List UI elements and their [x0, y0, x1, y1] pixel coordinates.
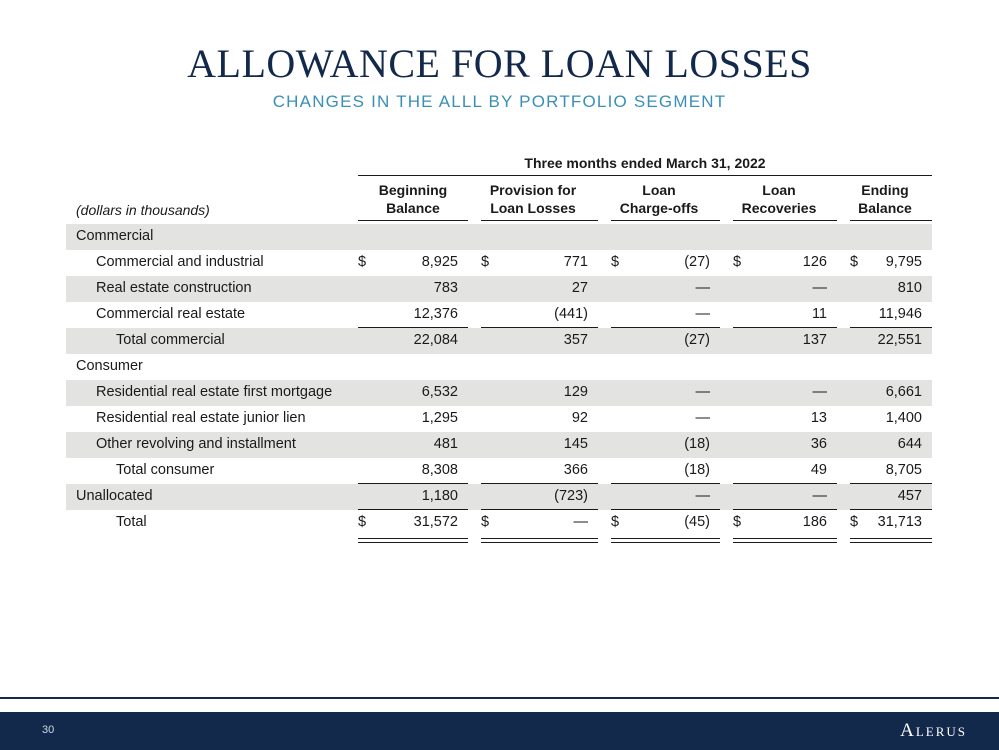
table-cell: 186: [802, 514, 827, 530]
column-header-line: Loan: [642, 182, 676, 198]
total-double-underline: [850, 542, 932, 543]
table-cell: (45): [684, 514, 710, 530]
table-cell: 8,308: [421, 462, 458, 478]
row-label: Real estate construction: [96, 280, 252, 296]
table-cell: (27): [684, 254, 710, 270]
table-cell: 126: [802, 254, 827, 270]
table-cell: —: [812, 488, 827, 504]
table-cell: 457: [897, 488, 922, 504]
total-double-underline: [358, 542, 468, 543]
row-label: Other revolving and installment: [96, 436, 296, 452]
currency-symbol: $: [481, 514, 490, 530]
column-header-line: Recoveries: [741, 200, 817, 216]
row-label: Commercial and industrial: [96, 254, 264, 270]
currency-symbol: $: [733, 254, 742, 270]
table-row: [66, 484, 932, 510]
table-row: [66, 354, 932, 380]
table-cell: —: [695, 410, 710, 426]
column-header-underline: [850, 220, 932, 221]
currency-symbol: $: [611, 514, 620, 530]
currency-symbol: $: [358, 254, 367, 270]
table-cell: (27): [684, 332, 710, 348]
table-cell: 11: [811, 306, 827, 322]
column-header-line: Charge-offs: [619, 200, 699, 216]
table-cell: 36: [810, 436, 827, 452]
column-header-2: [604, 181, 714, 217]
total-double-underline: [358, 538, 468, 539]
row-label: Residential real estate first mortgage: [96, 384, 333, 400]
page-number: 30: [42, 724, 55, 736]
column-header-underline: [733, 220, 837, 221]
table-cell: —: [812, 280, 827, 296]
period-header: Three months ended March 31, 2022: [358, 155, 932, 176]
table-cell: 12,376: [413, 306, 458, 322]
table-row: [66, 458, 932, 484]
table-row: [66, 276, 932, 302]
table-cell: 8,705: [885, 462, 922, 478]
table-row: [66, 224, 932, 250]
currency-symbol: $: [733, 514, 742, 530]
table-cell: 6,661: [885, 384, 922, 400]
column-header-3: [724, 181, 834, 217]
table-row: [66, 432, 932, 458]
column-header-line: Loan Losses: [490, 200, 576, 216]
column-header-1: [473, 181, 593, 217]
table-row: [66, 328, 932, 354]
table-cell: 810: [897, 280, 922, 296]
table-row: [66, 510, 932, 536]
table-cell: 92: [571, 410, 588, 426]
column-header-line: Balance: [858, 200, 912, 216]
row-label: Total consumer: [116, 462, 215, 478]
table-cell: 31,713: [877, 514, 922, 530]
column-header-0: [358, 181, 468, 217]
column-header-line: Balance: [386, 200, 440, 216]
row-label: Unallocated: [76, 488, 153, 504]
table-cell: 13: [810, 410, 827, 426]
table-cell: 9,795: [885, 254, 922, 270]
row-label: Residential real estate junior lien: [96, 410, 306, 426]
page-title: ALLOWANCE FOR LOAN LOSSES: [187, 41, 812, 86]
table-cell: (441): [554, 306, 588, 322]
table-cell: 1,295: [421, 410, 458, 426]
table-cell: 1,180: [421, 488, 458, 504]
table-row: [66, 380, 932, 406]
table-row: [66, 250, 932, 276]
alerus-logo: Alerus: [900, 720, 967, 741]
column-header-line: Loan: [762, 182, 796, 198]
table-cell: (18): [684, 462, 710, 478]
table-row: [66, 406, 932, 432]
table-cell: —: [695, 488, 710, 504]
total-double-underline: [850, 538, 932, 539]
table-cell: 644: [897, 436, 922, 452]
table-cell: 11,946: [878, 306, 922, 322]
table-cell: —: [695, 306, 710, 322]
table-cell: 1,400: [885, 410, 922, 426]
currency-symbol: $: [358, 514, 367, 530]
footer-divider: [0, 697, 999, 699]
table-cell: (18): [684, 436, 710, 452]
currency-symbol: $: [481, 254, 490, 270]
row-label: Consumer: [76, 358, 143, 374]
table-cell: 137: [802, 332, 827, 348]
total-double-underline: [733, 538, 837, 539]
total-double-underline: [481, 538, 598, 539]
units-note: (dollars in thousands): [76, 202, 210, 218]
table-cell: —: [695, 384, 710, 400]
table-cell: 8,925: [421, 254, 458, 270]
column-header-underline: [481, 220, 598, 221]
table-cell: 31,572: [413, 514, 458, 530]
column-header-underline: [611, 220, 720, 221]
row-label: Total: [116, 514, 147, 530]
table-row: [66, 302, 932, 328]
table-cell: —: [812, 384, 827, 400]
page-subtitle: CHANGES IN THE ALLL BY PORTFOLIO SEGMENT: [272, 92, 727, 111]
table-cell: 6,532: [421, 384, 458, 400]
currency-symbol: $: [611, 254, 620, 270]
table-cell: 49: [810, 462, 827, 478]
currency-symbol: $: [850, 254, 859, 270]
column-header-4: [840, 181, 930, 217]
row-label: Commercial: [76, 228, 154, 244]
table-cell: 22,084: [413, 332, 458, 348]
total-double-underline: [611, 538, 720, 539]
table-cell: 22,551: [877, 332, 922, 348]
column-header-line: Beginning: [378, 182, 448, 198]
table-cell: 27: [571, 280, 588, 296]
table-cell: 145: [563, 436, 588, 452]
row-label: Commercial real estate: [96, 306, 246, 322]
total-double-underline: [481, 542, 598, 543]
table-cell: —: [573, 514, 588, 530]
table-cell: 366: [563, 462, 588, 478]
table-cell: 783: [433, 280, 458, 296]
column-header-underline: [358, 220, 468, 221]
total-double-underline: [611, 542, 720, 543]
footer-bar: [0, 712, 999, 750]
total-double-underline: [733, 542, 837, 543]
table-cell: (723): [554, 488, 588, 504]
table-cell: 771: [563, 254, 588, 270]
table-cell: 481: [433, 436, 458, 452]
table-cell: 129: [563, 384, 588, 400]
currency-symbol: $: [850, 514, 859, 530]
table-cell: 357: [563, 332, 588, 348]
column-header-line: Provision for: [489, 182, 577, 198]
column-header-line: Ending: [861, 182, 909, 198]
row-label: Total commercial: [116, 332, 225, 348]
table-cell: —: [695, 280, 710, 296]
